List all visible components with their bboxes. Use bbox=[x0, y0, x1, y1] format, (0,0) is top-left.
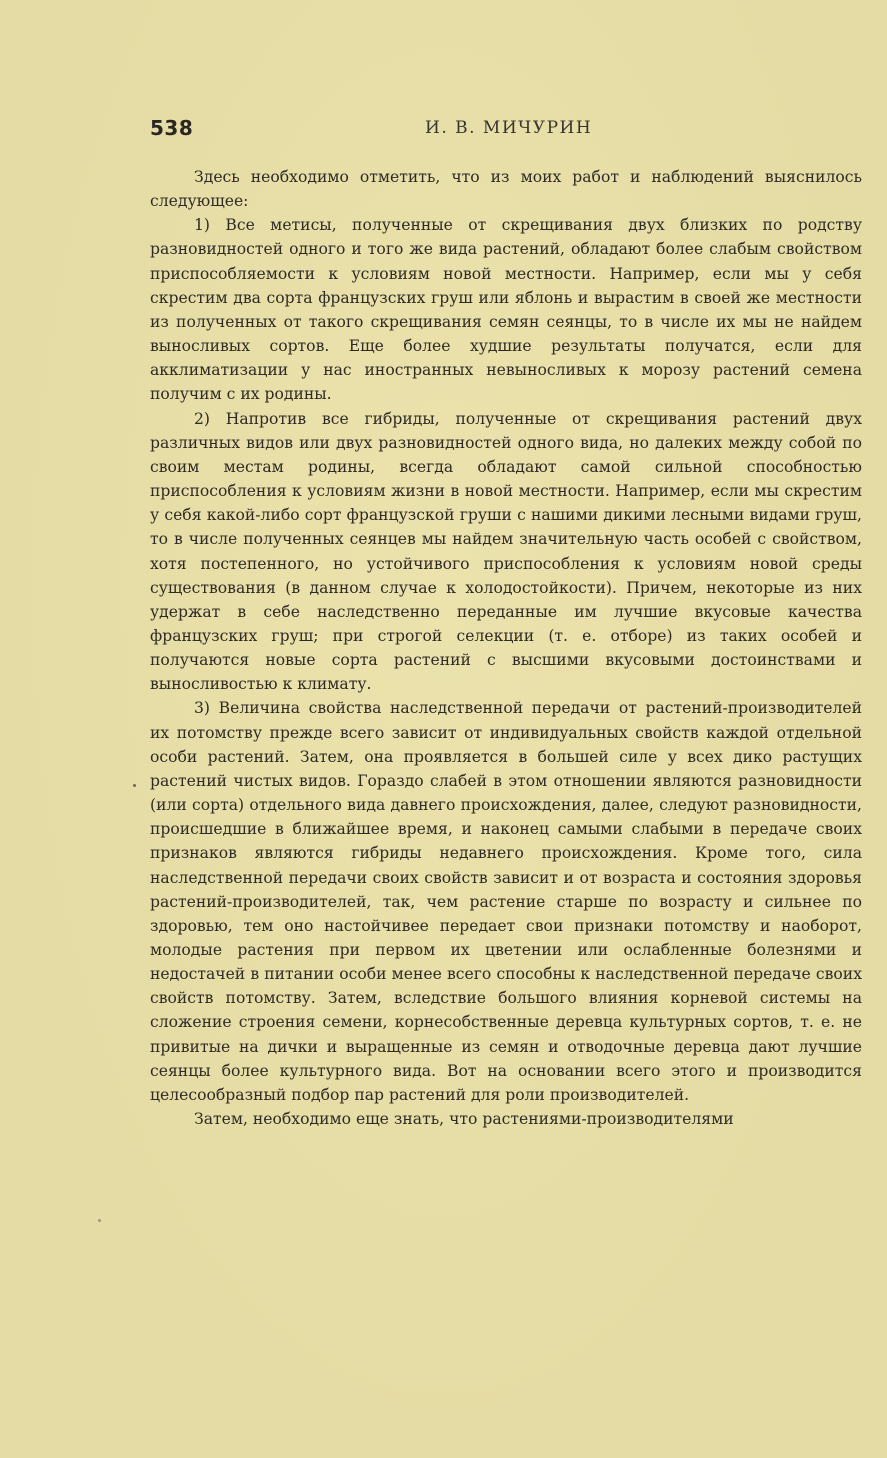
print-speck bbox=[133, 784, 136, 787]
page-number: 538 bbox=[150, 116, 194, 140]
paragraph-point-2: 2) Напротив все гибриды, полученные от скрещивания растений двух различных видов или двух разновидностей одного вида, но далеких между собой по своим местам родины, всегда обладают самой сильной способностью приспособления к условиям жизни в новой местности. Например, если мы скрестим у себя какой-либо сорт французской груши с нашими дикими лесными видами груш, то в числе полученных сеянцев мы найдем значительную часть особей с свойством, хотя постепенного, но устойчивого приспособления к условиям новой среды существования (в данном случае к холодостойкости). Причем, некоторые из них удержат в себе наследственно переданные им лучшие вкусовые качества французских груш; при строгой селекции (т. е. отборе) из таких особей и получаются новые сорта растений с высшими вкусовыми достоинствами и выносливостью к климату. bbox=[150, 409, 862, 694]
paragraph-intro: Здесь необходимо отметить, что из моих работ и наблюдений выяснилось следующее: bbox=[150, 168, 862, 211]
body-text bbox=[150, 165, 862, 1131]
paragraph-point-3: 3) Величина свойства наследственной передачи от растений-производителей их потомству прежде всего зависит от индивидуальных свойств каждой отдельной особи растений. Затем, она проявляется в большей силе у всех дико растущих растений чистых видов. Гораздо слабей в этом отношении являются разновидности (или сорта) отдельного вида давнего происхождения, далее, следуют разновидности, происшедшие в ближайшее время, и наконец самыми слабыми в передаче своих признаков являются гибриды недавнего происхождения. Кроме того, сила наследственной передачи своих свойств зависит и от возраста и состояния здоровья растений-производителей, так, чем растение старше по возрасту и сильнее по здоровью, тем оно настойчивее передает свои признаки потомству и наоборот, молодые растения при первом их цветении или ослабленные болезнями и недостачей в питании особи менее всего способны к наследственной передаче своих свойств потомству. Затем, вследствие большого влияния корневой системы на сложение строения семени, корнесобственные деревца культурных сортов, т. е. не привитые на дички и выращенные из семян и отводочные деревца дают лучшие сеянцы более культурного вида. Вот на основании всего этого и производится целесообразный подбор пар растений для роли производителей. bbox=[150, 699, 862, 1104]
paragraph-point-1: 1) Все метисы, полученные от скрещивания двух близких по родству разновидностей одного и того же вида растений, обладают более слабым свойством приспособляемости к условиям новой местности. Например, если мы у себя скрестим два сорта французских груш или яблонь и вырастим в своей же местности из полученных от такого скрещивания семян сеянцы, то в числе их мы не найдем выносливых сортов. Еще более худшие результаты получатся, если для акклиматизации у нас иностранных невыносливых к морозу растений семена получим с их родины. bbox=[150, 216, 862, 404]
print-speck bbox=[98, 1219, 101, 1222]
running-head bbox=[150, 116, 862, 146]
running-title: И. В. МИЧУРИН bbox=[425, 118, 593, 138]
paragraph-continuation: Затем, необходимо еще знать, что растениями-производителями bbox=[194, 1110, 734, 1129]
